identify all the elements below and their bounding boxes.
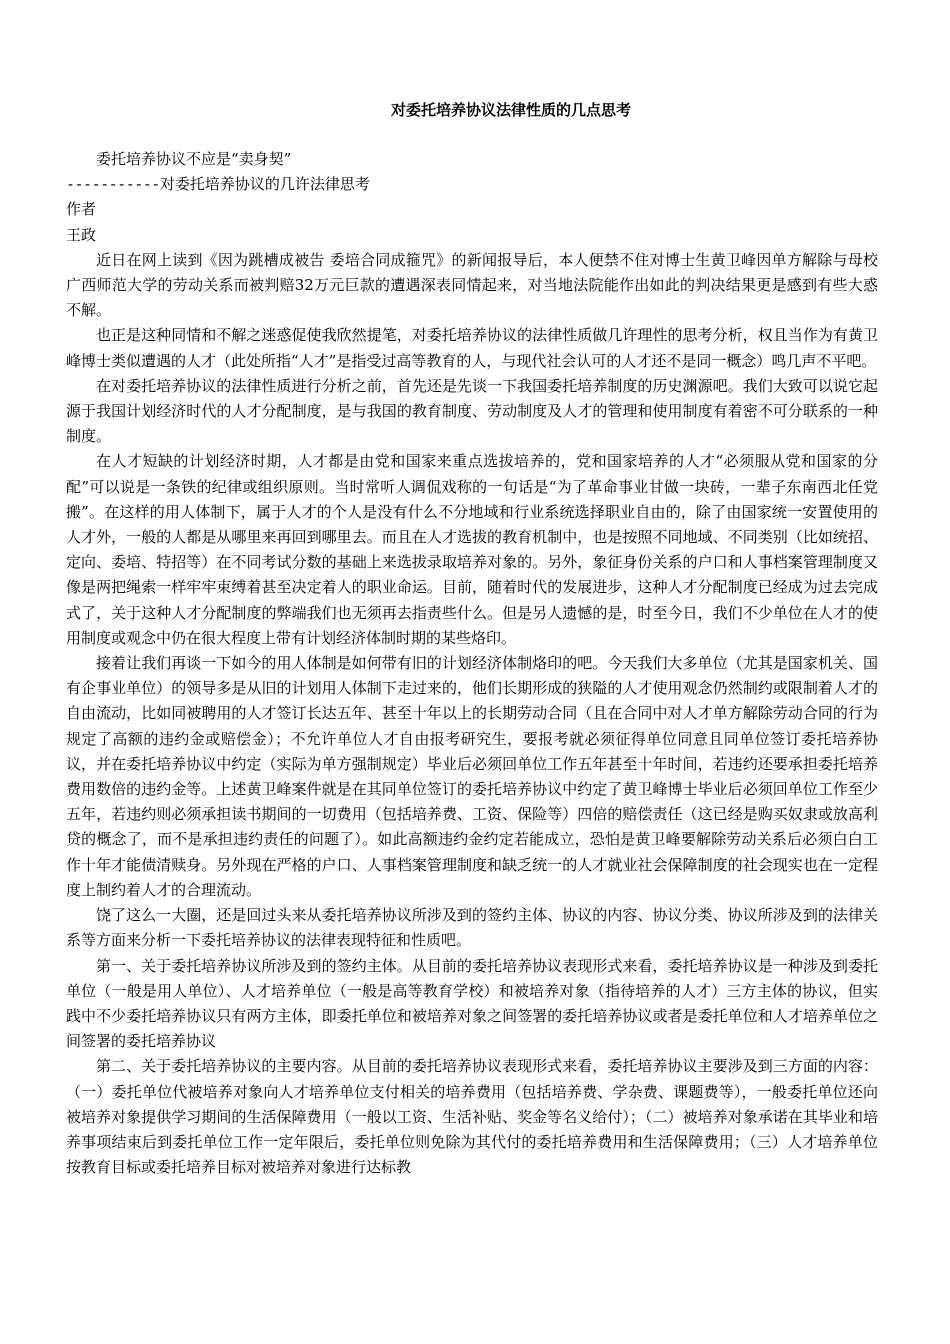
paragraph: 也正是这种同情和不解之迷惑促使我欣然提笔，对委托培养协议的法律性质做几许理性的思考分析，权且当作为有黄卫峰博士类似遭遇的人才（此处所指“人才”是指受过高等教育的人，与现代社会认可的人才还不是同一概念）鸣几声不平吧。 [66, 326, 878, 370]
paragraph: 近日在网上读到《因为跳槽成被告 委培合同成箍咒》的新闻报导后，本人便禁不住对博士生黄卫峰因单方解除与母校广西师范大学的劳动关系而被判赔32万元巨款的遭遇深表同情起来，对当地法院能作出如此的判决结果更是感到有些大惑不解。 [66, 250, 878, 320]
paragraph: 在人才短缺的计划经济时期，人才都是由党和国家来重点选拔培养的，党和国家培养的人才“必须服从党和国家的分配”可以说是一条铁的纪律或组织原则。当时常听人调侃戏称的一句话是“为了革命事业甘做一块砖，一辈子东南西北任党搬”。在这样的用人体制下，属于人才的个人是没有什么不分地域和行业系统选择职业自由的，除了由国家统一安置使用的人才外，一般的人都是从哪里来再回到哪里去。而且在人才选拔的教育机制中，也是按照不同地域、不同类别（比如统招、定向、委培、特招等）在不同考试分数的基础上来选拔录取培养对象的。另外，象征身份关系的户口和人事档案管理制度又像是两把绳索一样牢牢束缚着甚至决定着人的职业命运。目前，随着时代的发展进步，这种人才分配制度已经成为过去完成式了，关于这种人才分配制度的弊端我们也无须再去指责些什么。但是另人遗憾的是，时至今日，我们不少单位在人才的使用制度或观念中仍在很大程度上带有计划经济体制时期的某些烙印。 [66, 452, 878, 647]
document-body [66, 147, 878, 1180]
subheading-line [66, 172, 878, 197]
paragraph: 在对委托培养协议的法律性质进行分析之前，首先还是先谈一下我国委托培养制度的历史渊源吧。我们大致可以说它起源于我国计划经济时代的人才分配制度，是与我国的教育制度、劳动制度及人才的管理和使用制度有着密不可分联系的一种制度。 [66, 376, 878, 446]
paragraph: 饶了这么一大圈，还是回过头来从委托培养协议所涉及到的签约主体、协议的内容、协议分类、协议所涉及到的法律关系等方面来分析一下委托培养协议的法律表现特征和性质吧。 [66, 906, 878, 950]
subtitle: 委托培养协议不应是“卖身契” [96, 150, 292, 168]
paragraph: 接着让我们再谈一下如今的用人体制是如何带有旧的计划经济体制烙印的吧。今天我们大多单位（尤其是国家机关、国有企事业单位）的领导多是从旧的计划用人体制下走过来的，他们长期形成的狭隘的人才使用观念仍然制约或限制着人才的自由流动，比如同被聘用的人才签订长达五年、甚至十年以上的长期劳动合同（且在合同中对人才单方解除劳动合同的行为规定了高额的违约金或赔偿金）；不允许单位人才自由报考研究生，要报考就必须征得单位同意且同单位签订委托培养协议，并在委托培养协议中约定（实际为单方强制规定）毕业后必须回单位工作五年甚至十年时间，若违约还要承担委托培养费用数倍的违约金等。上述黄卫峰案件就是在其同单位签订的委托培养协议中约定了黄卫峰博士毕业后必须回单位工作至少五年，若违约则必须承担读书期间的一切费用（包括培养费、工资、保险等）四倍的赔偿责任（这已经是购买奴隶或放高利贷的概念了，而不是承担违约责任的问题了）。如此高额违约金约定若能成立，恐怕是黄卫峰要解除劳动关系后必须白白工作十年才能债清赎身。另外现在严格的户口、人事档案管理制度和缺乏统一的人才就业社会保障制度的社会现实也在一定程度上制约着人才的合理流动。 [66, 654, 878, 899]
subheading: 对委托培养协议的几许法律思考 [159, 175, 370, 194]
dash-rule: ----------- [66, 175, 160, 194]
paragraph: 第一、关于委托培养协议所涉及到的签约主体。从目前的委托培养协议表现形式来看，委托培养协议是一种涉及到委托单位（一般是用人单位）、人才培养单位（一般是高等教育学校）和被培养对象（指待培养的人才）三方主体的协议，但实践中不少委托培养协议只有两方主体，即委托单位和被培养对象之间签署的委托培养协议或者是委托单位和人才培养单位之间签署的委托培养协议 [66, 956, 878, 1051]
author-label: 作者 [66, 200, 97, 219]
document-title: 对委托培养协议法律性质的几点思考 [390, 101, 631, 119]
author-name: 王政 [66, 225, 97, 244]
paragraph: 第二、关于委托培养协议的主要内容。从目前的委托培养协议表现形式来看，委托培养协议主要涉及到三方面的内容：（一）委托单位代被培养对象向人才培养单位支付相关的培养费用（包括培养费、学杂费、课题费等），一般委托单位还向被培养对象提供学习期间的生活保障费用（一般以工资、生活补贴、奖金等名义给付）；（二）被培养对象承诺在其毕业和培养事项结束后到委托单位工作一定年限后，委托单位则免除为其代付的委托培养费用和生活保障费用；（三）人才培养单位按教育目标或委托培养目标对被培养对象进行达标教 [66, 1057, 878, 1177]
